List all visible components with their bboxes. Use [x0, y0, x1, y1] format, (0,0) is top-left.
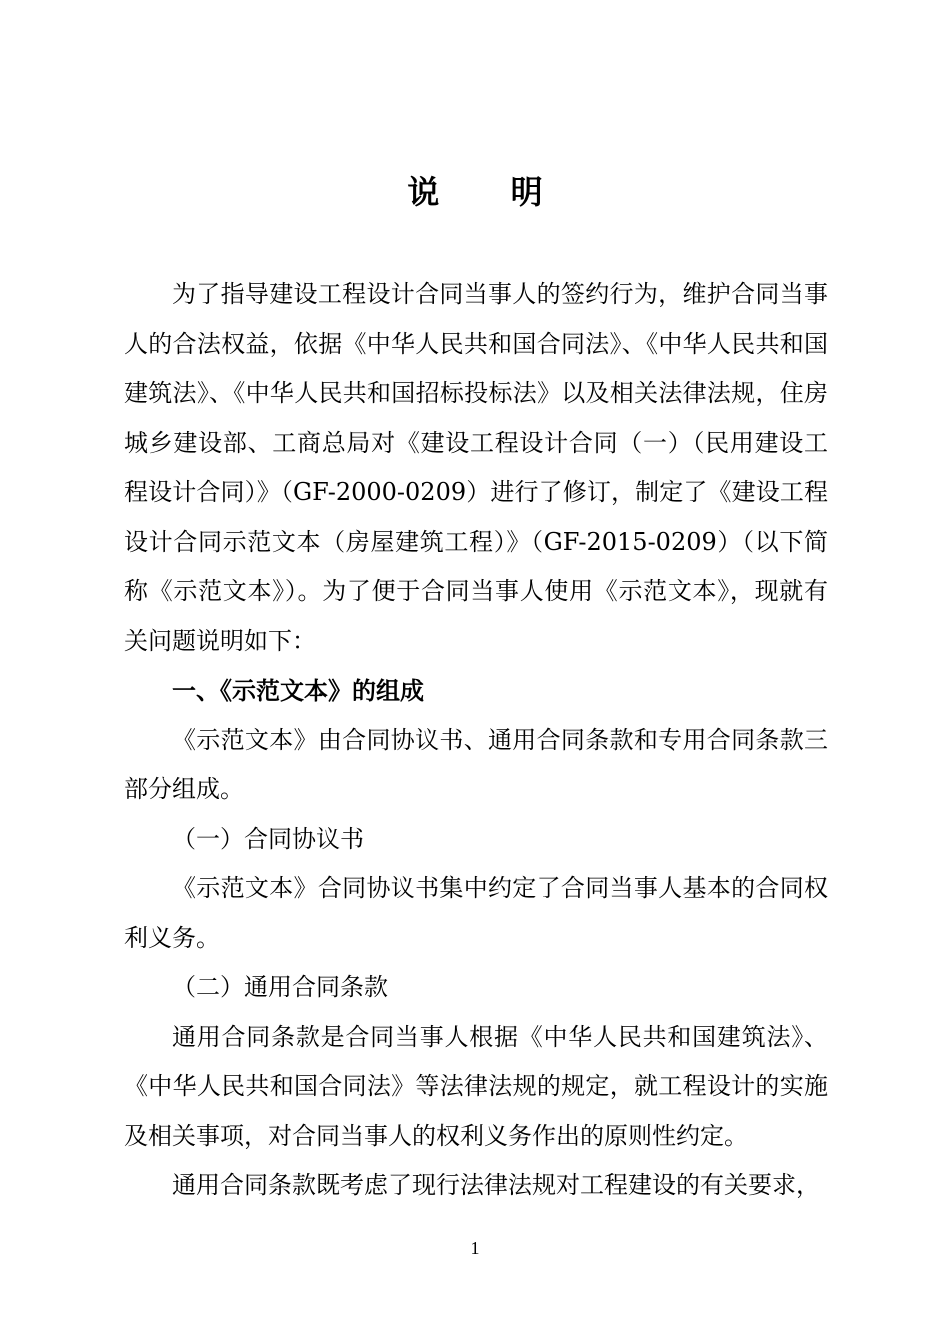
general-terms-paragraph-2: 通用合同条款既考虑了现行法律法规对工程建设的有关要求， — [172, 1171, 820, 1199]
document-body — [124, 270, 828, 1211]
page-title: 说 明 — [407, 173, 573, 211]
agreement-paragraph: 《示范文本》合同协议书集中约定了合同当事人基本的合同权利义务。 — [124, 874, 828, 952]
page-number: 1 — [470, 1238, 480, 1258]
composition-paragraph: 《示范文本》由合同协议书、通用合同条款和专用合同条款三部分组成。 — [124, 725, 828, 803]
section-heading-composition: 一、《示范文本》的组成 — [172, 676, 424, 705]
subheading-agreement: （一）合同协议书 — [172, 824, 364, 853]
intro-paragraph: 为了指导建设工程设计合同当事人的签约行为，维护合同当事人的合法权益，依据《中华人民共和国合同法》、《中华人民共和国建筑法》、《中华人民共和国招标投标法》以及相关法律法规，住房城乡建设部、工商总局对《建设工程设计合同（一）（民用建设工程设计合同）》（GF-2000-0209）进行了修订，制定了《建设工程设计合同示范文本（房屋建筑工程）》（GF-2015-0209）（以下简称《示范文本》）。为了便于合同当事人使用《示范文本》，现就有关问题说明如下： — [124, 280, 828, 655]
general-terms-paragraph: 通用合同条款是合同当事人根据《中华人民共和国建筑法》、《中华人民共和国合同法》等法律法规的规定，就工程设计的实施及相关事项，对合同当事人的权利义务作出的原则性约定。 — [124, 1022, 828, 1150]
subheading-general-terms: （二）通用合同条款 — [172, 973, 388, 1001]
